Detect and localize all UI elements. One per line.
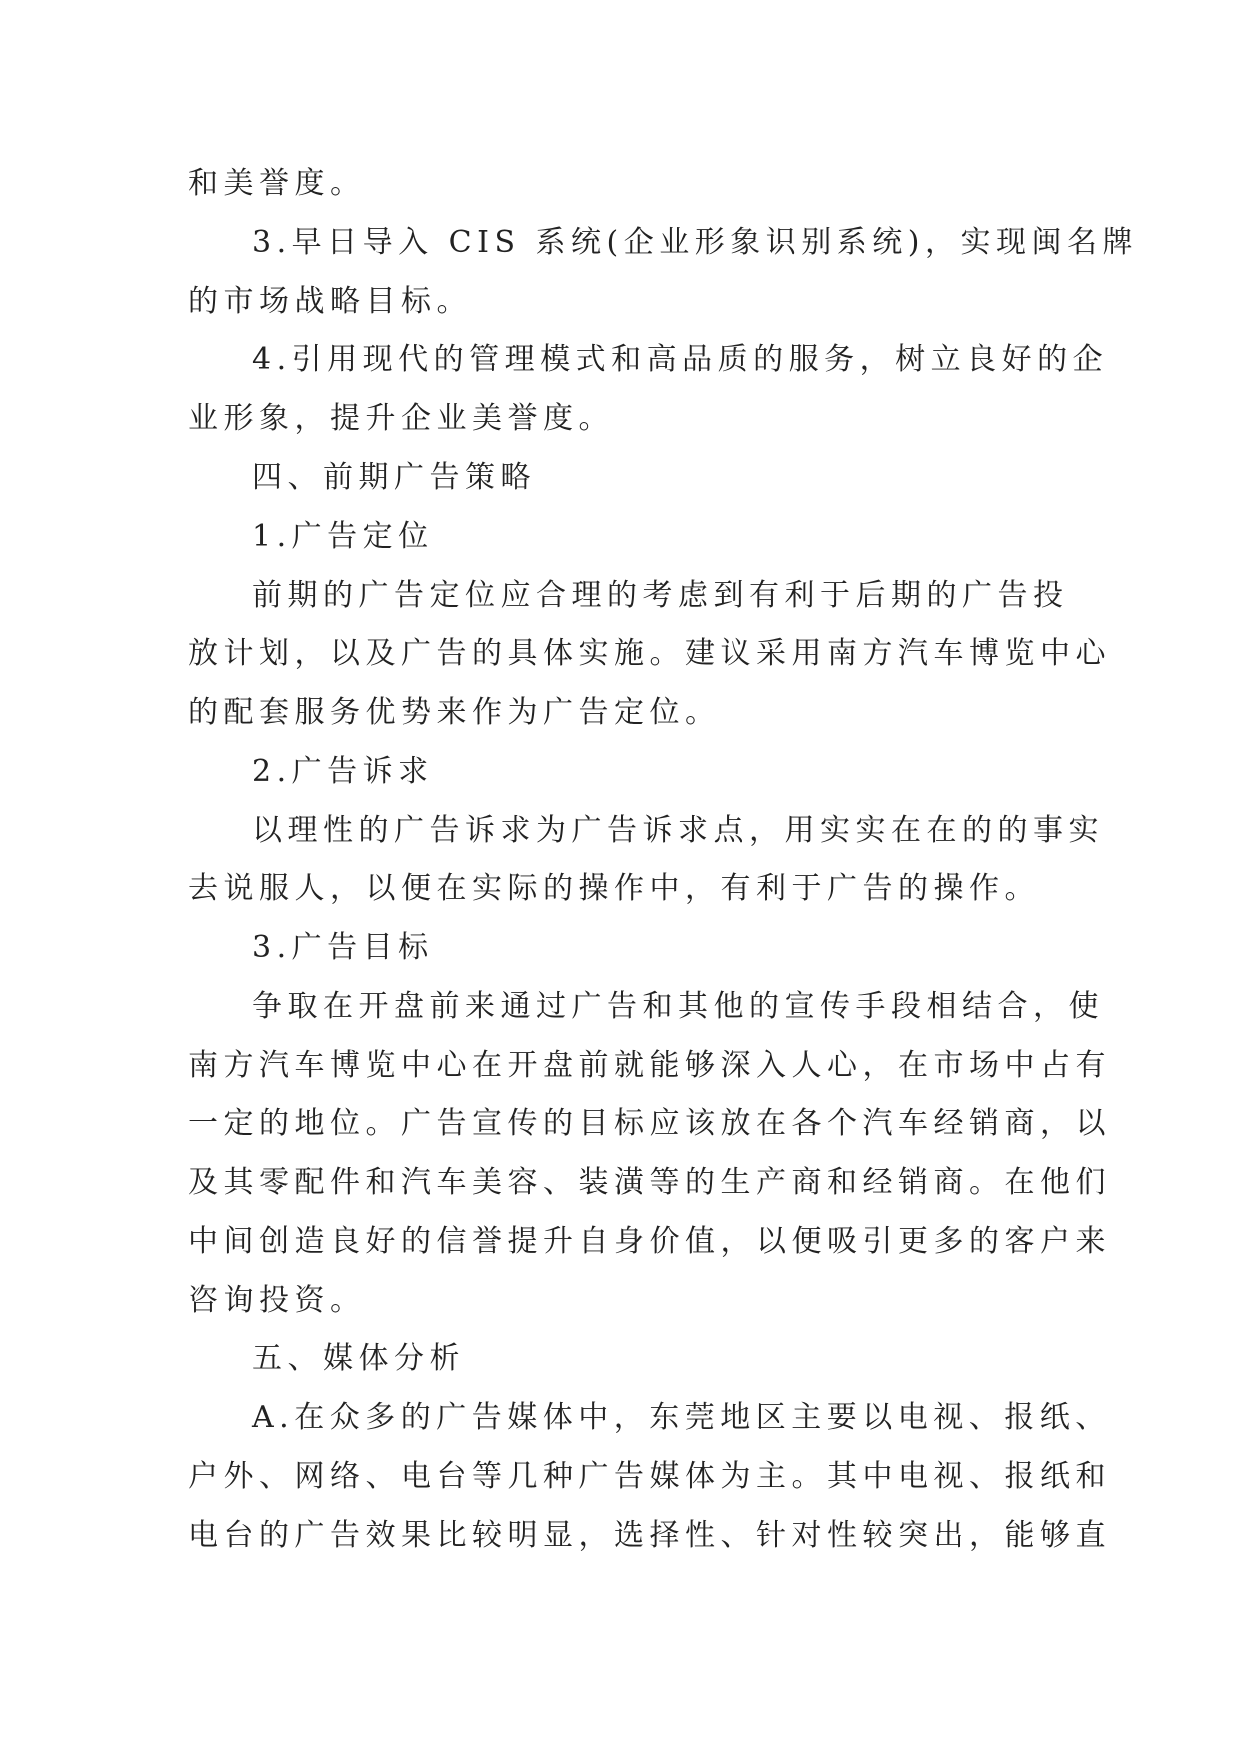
text-line: 南方汽车博览中心在开盘前就能够深入人心，在市场中占有 — [188, 1048, 1111, 1083]
text-line: 的配套服务优势来作为广告定位。 — [188, 695, 721, 730]
text-line: 以理性的广告诉求为广告诉求点，用实实在在的的事实 — [252, 813, 1104, 848]
section-heading: 五、媒体分析 — [252, 1341, 465, 1376]
text-line: 去说服人，以便在实际的操作中，有利于广告的操作。 — [188, 871, 1040, 906]
text-line: 的市场战略目标。 — [188, 284, 472, 319]
list-item-heading: 4.引用现代的管理模式和高品质的服务，树立良好的企 — [252, 342, 1109, 377]
text-line: A.在众多的广告媒体中，东莞地区主要以电视、报纸、 — [252, 1400, 1111, 1435]
section-heading: 四、前期广告策略 — [252, 460, 536, 495]
text-line: 户外、网络、电台等几种广告媒体为主。其中电视、报纸和 — [188, 1459, 1111, 1494]
text-line: 放计划，以及广告的具体实施。建议采用南方汽车博览中心 — [188, 636, 1111, 671]
text-line: 争取在开盘前来通过广告和其他的宣传手段相结合，使 — [252, 989, 1104, 1024]
text-line: 电台的广告效果比较明显，选择性、针对性较突出，能够直 — [188, 1518, 1111, 1553]
subsection-heading: 1.广告定位 — [252, 519, 434, 554]
text-line: 及其零配件和汽车美容、装潢等的生产商和经销商。在他们 — [188, 1165, 1111, 1200]
text-line: 一定的地位。广告宣传的目标应该放在各个汽车经销商，以 — [188, 1106, 1111, 1141]
subsection-heading: 2.广告诉求 — [252, 754, 434, 789]
list-item-heading: 3.早日导入 CIS 系统(企业形象识别系统)，实现闽名牌 — [252, 225, 1138, 260]
text-line: 前期的广告定位应合理的考虑到有利于后期的广告投 — [252, 578, 1069, 613]
subsection-heading: 3.广告目标 — [252, 930, 434, 965]
text-line: 咨询投资。 — [188, 1283, 366, 1318]
text-line: 中间创造良好的信誉提升自身价值，以便吸引更多的客户来 — [188, 1224, 1111, 1259]
text-line: 和美誉度。 — [188, 166, 366, 201]
text-line: 业形象，提升企业美誉度。 — [188, 401, 614, 436]
